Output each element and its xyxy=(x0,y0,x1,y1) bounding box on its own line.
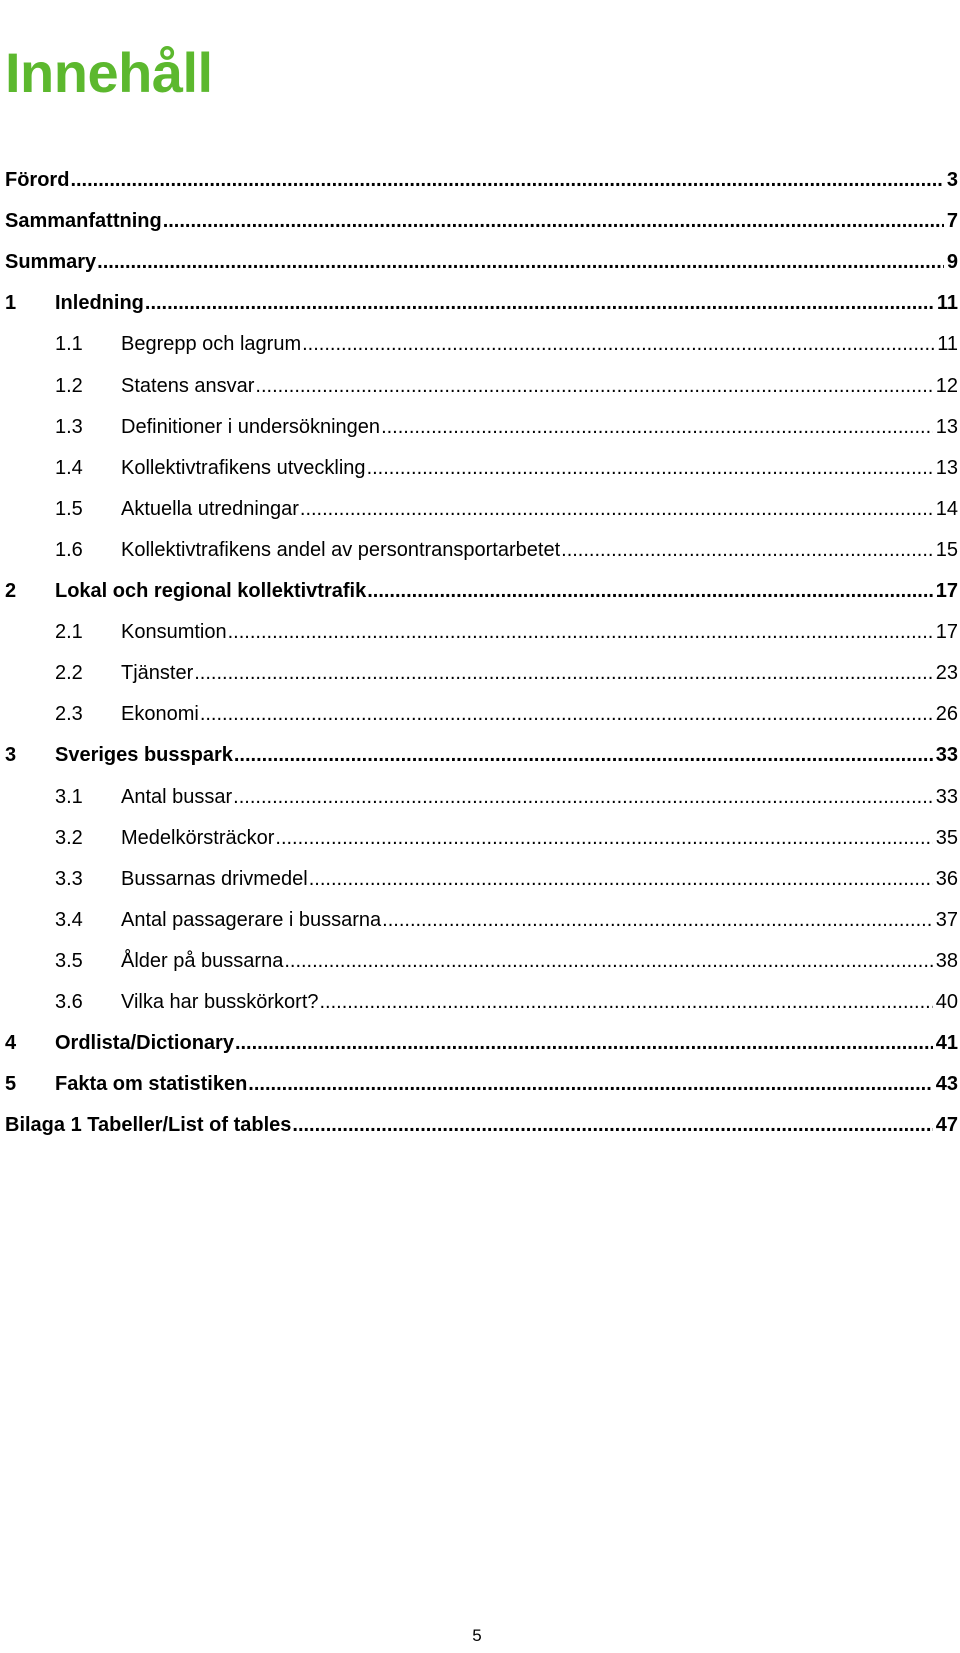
toc-entry-page: 33 xyxy=(935,786,958,808)
toc-dot-leader xyxy=(235,1028,933,1058)
toc-entry-page: 11 xyxy=(936,292,958,314)
toc-entry-page: 26 xyxy=(935,703,958,725)
toc-dot-leader xyxy=(320,987,933,1017)
toc-entry[interactable] xyxy=(5,453,958,483)
toc-entry-number: 1.6 xyxy=(55,539,83,561)
toc-entry-page: 7 xyxy=(946,210,958,232)
toc-dot-leader xyxy=(234,740,933,770)
toc-entry-label: Summary xyxy=(5,251,97,273)
toc-dot-leader xyxy=(367,576,933,606)
toc-entry-number: 2.2 xyxy=(55,662,83,684)
toc-entry-number: 1.2 xyxy=(55,375,83,397)
toc-dot-leader xyxy=(382,905,933,935)
toc-entry[interactable] xyxy=(5,699,958,729)
toc-dot-leader xyxy=(200,699,933,729)
toc-dot-leader xyxy=(275,823,932,853)
toc-entry-label: Ordlista/Dictionary xyxy=(55,1032,234,1054)
toc-entry-page: 41 xyxy=(935,1032,958,1054)
toc-entry[interactable] xyxy=(5,206,958,236)
toc-entry[interactable] xyxy=(5,247,958,277)
toc-entry-number: 1 xyxy=(5,292,17,314)
toc-entry-label: Aktuella utredningar xyxy=(121,498,299,520)
toc-entry-number: 5 xyxy=(5,1073,17,1095)
page-number: 5 xyxy=(472,1626,482,1645)
toc-entry[interactable] xyxy=(5,740,958,770)
toc-entry-number: 1.1 xyxy=(55,333,83,355)
toc-entry-page: 47 xyxy=(935,1114,958,1136)
toc-entry[interactable] xyxy=(5,1110,958,1140)
toc-dot-leader xyxy=(248,1069,932,1099)
toc-dot-leader xyxy=(561,535,933,565)
toc-entry[interactable] xyxy=(5,782,958,812)
toc-entry[interactable] xyxy=(5,946,958,976)
toc-entry-page: 35 xyxy=(935,827,958,849)
toc-entry-page: 13 xyxy=(935,416,958,438)
toc-entry[interactable] xyxy=(5,412,958,442)
toc-entry[interactable] xyxy=(5,905,958,935)
toc-dot-leader xyxy=(309,864,933,894)
toc-entry-label: Vilka har busskörkort? xyxy=(121,991,319,1013)
toc-dot-leader xyxy=(292,1110,932,1140)
toc-entry-label: Tjänster xyxy=(121,662,194,684)
toc-dot-leader xyxy=(300,494,933,524)
toc-entry-label: Bussarnas drivmedel xyxy=(121,868,308,890)
toc-entry-label: Bilaga 1 Tabeller/List of tables xyxy=(5,1114,292,1136)
toc-entry-page: 37 xyxy=(935,909,958,931)
toc-dot-leader xyxy=(194,658,933,688)
toc-entry-number: 1.4 xyxy=(55,457,83,479)
toc-entry-number: 2 xyxy=(5,580,17,602)
toc-entry-page: 3 xyxy=(946,169,958,191)
toc-entry-number: 3.2 xyxy=(55,827,83,849)
toc-entry[interactable] xyxy=(5,823,958,853)
toc-entry-number: 4 xyxy=(5,1032,17,1054)
toc-entry[interactable] xyxy=(5,617,958,647)
toc-entry-label: Sammanfattning xyxy=(5,210,162,232)
toc-entry-label: Lokal och regional kollektivtrafik xyxy=(55,580,367,602)
toc-entry-label: Antal passagerare i bussarna xyxy=(121,909,382,931)
toc-entry-number: 1.5 xyxy=(55,498,83,520)
toc-entry[interactable] xyxy=(5,494,958,524)
toc-entry-label: Konsumtion xyxy=(121,621,227,643)
toc-entry-number: 3.1 xyxy=(55,786,83,808)
toc-entry-page: 13 xyxy=(935,457,958,479)
page-title: Innehåll xyxy=(5,40,213,104)
toc-entry-label: Medelkörsträckor xyxy=(121,827,275,849)
toc-dot-leader xyxy=(97,247,944,277)
toc-entry-page: 40 xyxy=(935,991,958,1013)
toc-entry-label: Förord xyxy=(5,169,70,191)
toc-dot-leader xyxy=(381,412,933,442)
toc-dot-leader xyxy=(255,371,932,401)
toc-entry-label: Begrepp och lagrum xyxy=(121,333,302,355)
toc-entry-page: 17 xyxy=(935,580,958,602)
toc-entry-page: 23 xyxy=(935,662,958,684)
toc-dot-leader xyxy=(302,329,934,359)
toc-entry-page: 15 xyxy=(935,539,958,561)
toc-entry[interactable] xyxy=(5,288,958,318)
toc-entry[interactable] xyxy=(5,658,958,688)
toc-entry-page: 38 xyxy=(935,950,958,972)
toc-dot-leader xyxy=(284,946,932,976)
toc-entry-number: 3 xyxy=(5,744,17,766)
toc-entry-page: 43 xyxy=(935,1073,958,1095)
toc-entry-label: Inledning xyxy=(55,292,144,314)
toc-dot-leader xyxy=(163,206,944,236)
toc-dot-leader xyxy=(367,453,933,483)
toc-entry-number: 3.5 xyxy=(55,950,83,972)
toc-entry-label: Definitioner i undersökningen xyxy=(121,416,381,438)
toc-dot-leader xyxy=(145,288,934,318)
toc-entry-label: Statens ansvar xyxy=(121,375,255,397)
toc-entry-page: 17 xyxy=(935,621,958,643)
toc-entry-number: 1.3 xyxy=(55,416,83,438)
toc-entry-number: 3.3 xyxy=(55,868,83,890)
toc-entry[interactable] xyxy=(5,1028,958,1058)
toc-entry[interactable] xyxy=(5,987,958,1017)
toc-entry-label: Ålder på bussarna xyxy=(121,950,284,972)
toc-entry[interactable] xyxy=(5,576,958,606)
toc-dot-leader xyxy=(228,617,933,647)
toc-entry[interactable] xyxy=(5,165,958,195)
toc-entry-page: 11 xyxy=(937,333,958,355)
toc-entry-label: Sveriges busspark xyxy=(55,744,233,766)
toc-entry[interactable] xyxy=(5,864,958,894)
toc-entry-label: Fakta om statistiken xyxy=(55,1073,248,1095)
toc-dot-leader xyxy=(70,165,943,195)
toc-entry-number: 3.6 xyxy=(55,991,83,1013)
toc-entry-page: 33 xyxy=(935,744,958,766)
toc-entry-page: 14 xyxy=(935,498,958,520)
toc-entry-label: Kollektivtrafikens andel av persontransportarbetet xyxy=(121,539,561,561)
toc-entry-page: 36 xyxy=(935,868,958,890)
toc-entry-label: Ekonomi xyxy=(121,703,199,725)
toc-entry[interactable] xyxy=(5,1069,958,1099)
toc-entry[interactable] xyxy=(5,371,958,401)
toc-entry-number: 3.4 xyxy=(55,909,83,931)
toc-entry[interactable] xyxy=(5,329,958,359)
toc-entry-page: 9 xyxy=(946,251,958,273)
toc-dot-leader xyxy=(233,782,933,812)
toc-entry-number: 2.3 xyxy=(55,703,83,725)
toc-entry-page: 12 xyxy=(935,375,958,397)
toc-entry-label: Antal bussar xyxy=(121,786,233,808)
toc-entry-label: Kollektivtrafikens utveckling xyxy=(121,457,366,479)
toc-entry[interactable] xyxy=(5,535,958,565)
toc-entry-number: 2.1 xyxy=(55,621,83,643)
